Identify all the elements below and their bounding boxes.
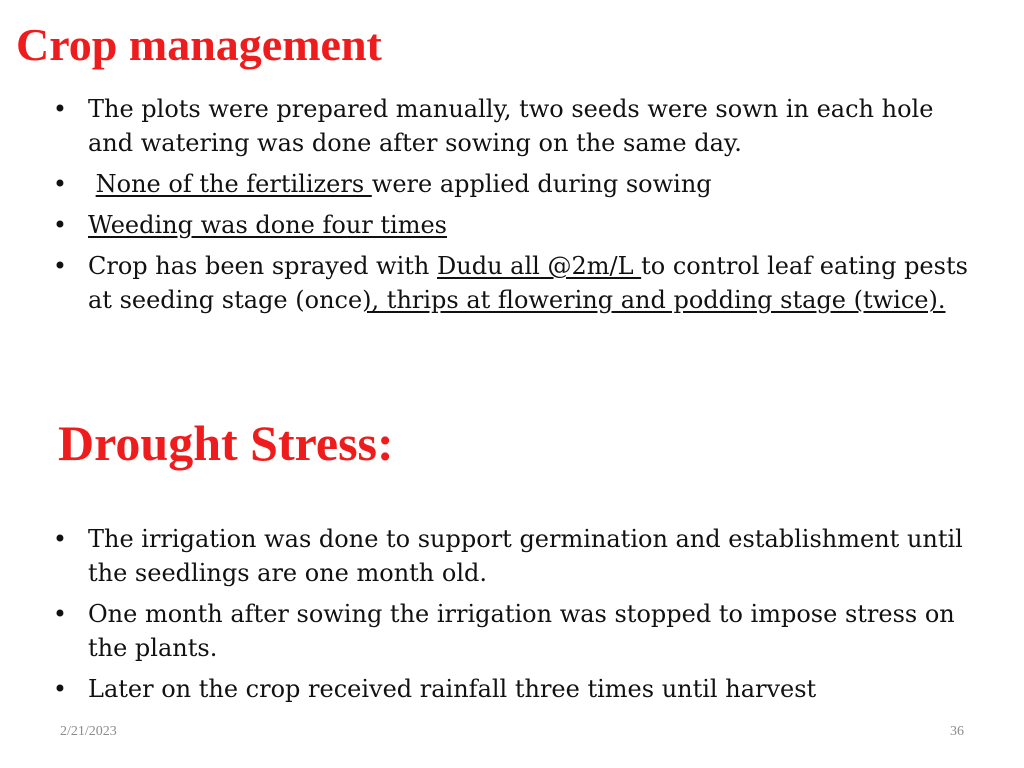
underlined-text: None of the fertilizers (95, 170, 372, 198)
bullet-icon: • (52, 525, 68, 553)
bullet-text: One month after sowing the irrigation was stopped to impose stress on the plants. (88, 600, 955, 662)
section-title-drought-stress: Drought Stress: (58, 415, 394, 471)
bullet-icon: • (52, 675, 68, 703)
crop-management-list (50, 92, 980, 324)
bullet-text: to control leaf eating pests at seeding stage (once (88, 252, 968, 314)
bullet-text: The irrigation was done to support germination and establishment until the seedlings are one month old. (88, 525, 963, 587)
list-item (50, 208, 980, 242)
footer-date: 2/21/2023 (60, 724, 117, 739)
slide-title: Crop management (16, 19, 382, 70)
underlined-text: Weeding was done four times (88, 211, 447, 239)
drought-stress-list (50, 522, 970, 713)
underlined-text: Dudu all @2m/L (437, 252, 642, 280)
list-item (50, 249, 980, 317)
bullet-icon: • (52, 600, 68, 628)
bullet-text: Crop has been sprayed with (88, 252, 438, 280)
page-number: 36 (950, 724, 964, 739)
bullet-text: The plots were prepared manually, two seeds were sown in each hole and watering was done after sowing on the same day. (88, 95, 934, 157)
list-item (50, 597, 970, 665)
underlined-text: ), thrips at flowering and podding stage (twice). (362, 286, 946, 314)
bullet-text: Later on the crop received rainfall three times until harvest (88, 675, 817, 703)
list-item (50, 92, 980, 160)
list-item (50, 672, 970, 706)
list-item (50, 522, 970, 590)
list-item (50, 167, 980, 201)
bullet-icon: • (52, 95, 68, 123)
bullet-text: were applied during sowing (371, 170, 712, 198)
bullet-icon: • (52, 170, 68, 198)
bullet-icon: • (52, 252, 68, 280)
bullet-icon: • (52, 211, 68, 239)
